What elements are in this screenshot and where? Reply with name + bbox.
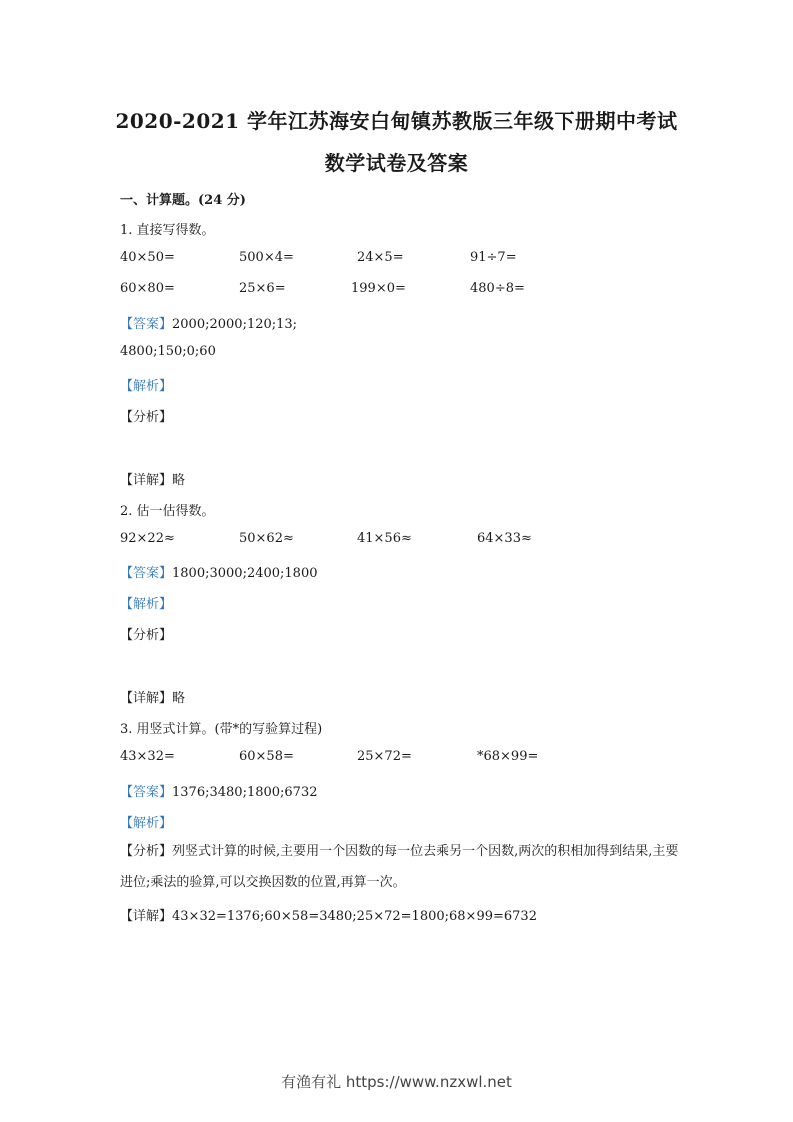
q1-detail: [120, 469, 185, 488]
q2-analysis-tag: 【解析】: [120, 597, 173, 612]
q1-item: 199×0=: [351, 281, 406, 296]
q2-answer: [120, 562, 318, 581]
detail-text: 43×32=1376;60×58=3480;25×72=1800;68×99=6732: [172, 909, 537, 924]
section-heading: 一、计算题。(24 分): [120, 193, 246, 208]
q3-item: *68×99=: [477, 749, 539, 764]
q2-item: 50×62≈: [239, 531, 294, 546]
q2-detail: [120, 687, 185, 706]
document-title-line-1: 2020-2021 学年江苏海安白甸镇苏教版三年级下册期中考试: [115, 109, 678, 133]
q2-prompt: 2. 估一估得数。: [120, 504, 215, 519]
q3-item: 60×58=: [239, 749, 294, 764]
q1-prompt: 1. 直接写得数。: [120, 223, 215, 238]
answer-text: 1800;3000;2400;1800: [172, 566, 318, 581]
q3-item: 43×32=: [120, 749, 175, 764]
q1-item: 91÷7=: [470, 250, 517, 265]
q1-fenxi-tag: 【分析】: [120, 410, 173, 425]
detail-text: 略: [172, 691, 186, 706]
footer-watermark: 有渔有礼 https://www.nzxwl.net: [281, 1073, 512, 1091]
q1-item: 25×6=: [239, 281, 286, 296]
answer-tag: 【答案】: [120, 566, 173, 581]
q3-prompt: 3. 用竖式计算。(带*的写验算过程): [120, 722, 323, 737]
detail-tag: 【详解】: [120, 909, 173, 924]
q3-item: 25×72=: [357, 749, 412, 764]
fenxi-tag: 【分析】: [120, 844, 173, 859]
q3-analysis-tag: 【解析】: [120, 816, 173, 831]
fenxi-text: 列竖式计算的时候,主要用一个因数的每一位去乘另一个因数,两次的积相加得到结果,主要进位;乘法的验算,可以交换因数的位置,再算一次。: [120, 844, 679, 890]
q1-item: 24×5=: [357, 250, 404, 265]
q3-answer: [120, 781, 318, 800]
q2-item: 41×56≈: [357, 531, 412, 546]
q2-item: 92×22≈: [120, 531, 175, 546]
detail-tag: 【详解】: [120, 691, 173, 706]
q1-answer-continued: 4800;150;0;60: [120, 344, 216, 359]
answer-text: 1376;3480;1800;6732: [172, 785, 318, 800]
q1-item: 60×80=: [120, 281, 175, 296]
detail-text: 略: [172, 473, 186, 488]
answer-text: 2000;2000;120;13;: [172, 317, 298, 332]
answer-tag: 【答案】: [120, 317, 173, 332]
answer-tag: 【答案】: [120, 785, 173, 800]
q1-item: 500×4=: [239, 250, 294, 265]
q2-fenxi-tag: 【分析】: [120, 628, 173, 643]
q1-item: 480÷8=: [470, 281, 525, 296]
document-title-line-2: 数学试卷及答案: [324, 151, 469, 175]
q2-item: 64×33≈: [477, 531, 532, 546]
q3-detail: [120, 905, 537, 924]
detail-tag: 【详解】: [120, 473, 173, 488]
q1-answer: [120, 313, 297, 332]
q1-analysis-tag: 【解析】: [120, 379, 173, 394]
q3-fenxi: [120, 836, 680, 898]
q1-item: 40×50=: [120, 250, 175, 265]
